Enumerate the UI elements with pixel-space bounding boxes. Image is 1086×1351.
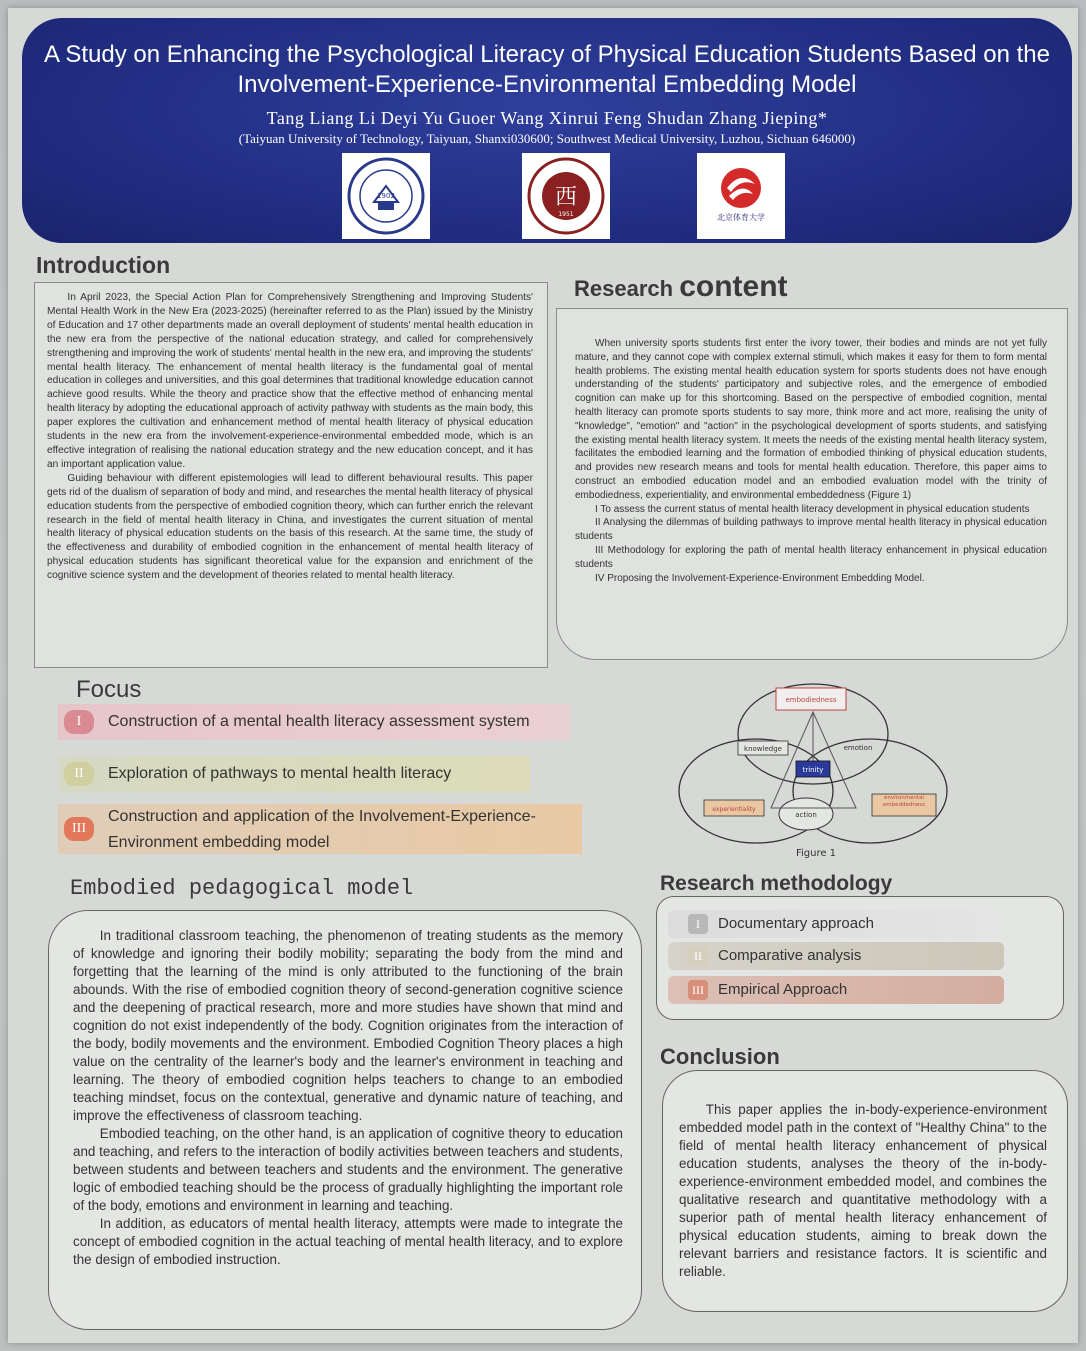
methodology-badge-1: I	[688, 914, 708, 934]
introduction-paragraph-1: In April 2023, the Special Action Plan for Comprehensively Strengthening and Improving Students' Mental Health Work in the New Era (2023-2025) (hereinafter referred to as the Plan) issued by the Ministry of Education and 17 other departments made an overall deployment of students' mental health education in the new era from the perspective of the national education strategy, and called for comprehensively strengthening and improving the work of students' mental health in the new era, and improving the students' mental health literacy. The enhancement of mental health literacy is the fundamental goal of mental education in colleges and universities, and this goal determines that traditional knowledge education cannot achieve good results. While the theory and practice show that the effective method of enhancing mental health literacy by adopting the educational approach of activity pathway with students as the main body, this paper explores the cultivation and enhancement method of mental health literacy of physical education students in the new era from the involvement-experience-environmental embedded mode, which is an effective integration of realising the national education strategy and the new education concept, and it has an important application value.	[47, 292, 533, 470]
beijing-sport-emblem-icon	[701, 156, 781, 236]
label-embodiedness: embodiedness	[785, 696, 837, 704]
research-content-heading-a: Research	[574, 276, 674, 301]
focus-label-1: Construction of a mental health literacy assessment system	[108, 713, 530, 730]
focus-badge-1: I	[64, 710, 94, 734]
research-content-item-1: I To assess the current status of mental health literacy development in physical education students	[595, 503, 1030, 515]
logo-row	[22, 153, 1072, 243]
environmental-label-wrap	[873, 795, 935, 815]
taiyuan-university-logo	[342, 153, 430, 239]
research-content-item-2: II Analysing the dilemmas of building pathways to improve mental health literacy in physical education students	[575, 517, 1047, 543]
methodology-label-2: Comparative analysis	[718, 947, 862, 964]
introduction-box	[34, 282, 548, 668]
methodology-label-3: Empirical Approach	[718, 981, 848, 998]
label-experientiality: experientiality	[712, 806, 756, 813]
figure-caption: Figure 1	[795, 848, 837, 859]
southwest-medical-logo	[522, 153, 610, 239]
logo2-year: 1951	[558, 211, 574, 218]
label-environmental: environmental embeddedness	[882, 795, 926, 808]
methodology-item-1	[668, 910, 998, 938]
beijing-sport-logo	[697, 153, 785, 239]
focus-item-1	[58, 704, 570, 740]
embodied-heading: Embodied pedagogical model	[70, 876, 414, 901]
embodied-paragraph-2: Embodied teaching, on the other hand, is an application of cognitive theory to education and teaching, and refers to the interaction of bodily activities between teachers and students, between students and between teachers and students and the environment. The generative logic of embodied teaching should be the process of gradually highlighting the important role of the body, emotions and environment in learning and teaching.	[73, 1126, 623, 1213]
focus-item-2	[58, 756, 530, 792]
research-content-box	[556, 308, 1068, 660]
methodology-badge-3: III	[688, 980, 708, 1000]
focus-badge-2: II	[64, 762, 94, 786]
embodied-paragraph-3: In addition, as educators of mental health literacy, attempts were made to integrate the concept of embodied cognition in the actual teaching of mental health literacy, and to explore the design of embodied instruction.	[73, 1216, 623, 1267]
research-content-item-3: III Methodology for exploring the path of mental health literacy enhancement in physical education students	[575, 544, 1047, 570]
title-line-1: A Study on Enhancing the Psychological Literacy of Physical Education Students Based on the	[44, 41, 1050, 68]
logo3-text: 北京体育大学	[717, 213, 765, 222]
authors: Tang Liang Li Deyi Yu Guoer Wang Xinrui Feng Shudan Zhang Jieping*	[266, 108, 828, 128]
research-content-paragraph: When university sports students first enter the ivory tower, their bodies and minds are not yet fully mature, and they cannot cope with complex external stimuli, which makes it easy for them to form mental health problems. The existing mental health education system for sports students does not have enough understanding of the students' participatory and subjective roles, and the emergence of embodied cognition can make up for this shortcoming. Based on the perspective of embodied cognition, mental health literacy can promote sports students to say more, think more and act more, realising the unity of "knowledge", "emotion" and "action" in the psychological development of sports students, and satisfying the existing mental health literacy system. It meets the needs of the existing mental health literacy system, facilitates the embodied learning and the formation of embodied thinking of physical education students, and provides new research means and tools for mental health education. Therefore, this paper aims to construct an embodied education model and an embodied evaluation model with the trinity of embodiedness, experientiality, and environmental embeddedness (Figure 1)	[575, 338, 1047, 501]
research-content-heading	[574, 270, 788, 304]
conclusion-text: This paper applies the in-body-experience-environment embedded model path in the context of "Healthy China" to the field of mental health literacy enhancement of physical education students, analyses the theory of the in-body-experience-environment embedded model, and combines the qualitative research and quantitative methodology with a superior path of mental health literacy enhancement of physical education students, aiming to break down the relevant barriers and resistance factors. It is scientific and reliable.	[679, 1102, 1047, 1279]
conclusion-heading: Conclusion	[660, 1044, 780, 1069]
title-line-2: Involvement-Experience-Environmental Embedding Model	[237, 71, 857, 98]
focus-item-3	[58, 804, 582, 854]
logo2-char: 西	[554, 185, 578, 210]
logo1-year: 1902	[377, 192, 395, 200]
focus-badge-3: III	[64, 817, 94, 841]
taiyuan-seal-icon	[346, 156, 426, 236]
figure-1-venn-diagram	[676, 676, 950, 866]
poster-title	[22, 18, 1072, 100]
methodology-badge-2: II	[688, 946, 708, 966]
methodology-item-3	[668, 976, 1004, 1004]
poster-header	[22, 18, 1072, 243]
research-content-heading-b: content	[679, 270, 788, 303]
focus-heading: Focus	[76, 676, 142, 703]
embodied-paragraph-1: In traditional classroom teaching, the phenomenon of treating students as the memory of knowledge and ignoring their bodily mobility; separating the body from the mind and forgetting that the learning of the mind is only attributed to the functioning of the brain abounds. With the rise of embodied cognition theory of second-generation cognitive science and the deepening of practical research, more and more studies have shown that mind and cognition do not exist independently of the body. Cognition originates from the interaction of the body, bodily movements and the environment. Embodied Cognition Theory places a high value on the centrality of the learner's body and the learner's environment in teaching and learning. The theory of embodied cognition helps teachers to change to an embodied teaching mindset, focus on the contextual, generative and dynamic nature of teaching, and improve the effectiveness of classroom teaching.	[73, 928, 623, 1123]
southwest-seal-icon	[526, 156, 606, 236]
focus-label-3b: Environment embedding model	[108, 834, 330, 851]
introduction-paragraph-2: Guiding behaviour with different epistemologies will lead to different behavioural results. This paper gets rid of the dualism of separation of body and mind, and researches the mental health literacy of physical education students from the perspective of embodied cognition theory, which can further enrich the relevant research in the field of mental health literacy in China, and investigates the current situation of mental health literacy of physical education students on the basis of this research. At the same time, the study of the effectiveness and durability of embodied cognition in the enhancement of mental health literacy of physical education students has significant theoretical value for the expansion and enrichment of the cognitive science system and the development of theories related to mental health literacy.	[47, 472, 533, 582]
methodology-item-2	[668, 942, 1004, 970]
label-action: action	[795, 811, 817, 819]
conclusion-box	[662, 1070, 1068, 1312]
label-emotion: emotion	[843, 744, 873, 752]
label-knowledge: knowledge	[744, 745, 782, 753]
affiliation: (Taiyuan University of Technology, Taiyuan, Shanxi030600; Southwest Medical University, Luzhou, Sichuan 646000)	[238, 131, 856, 146]
research-content-item-4: IV Proposing the Involvement-Experience-Environment Embedding Model.	[595, 572, 925, 584]
focus-label-3a: Construction and application of the Involvement-Experience-	[108, 808, 536, 825]
embodied-box	[48, 910, 642, 1330]
methodology-heading: Research methodology	[660, 872, 893, 895]
methodology-label-1: Documentary approach	[718, 915, 874, 932]
label-trinity: trinity	[802, 766, 824, 774]
introduction-heading: Introduction	[36, 252, 171, 278]
focus-label-2: Exploration of pathways to mental health literacy	[108, 765, 452, 782]
